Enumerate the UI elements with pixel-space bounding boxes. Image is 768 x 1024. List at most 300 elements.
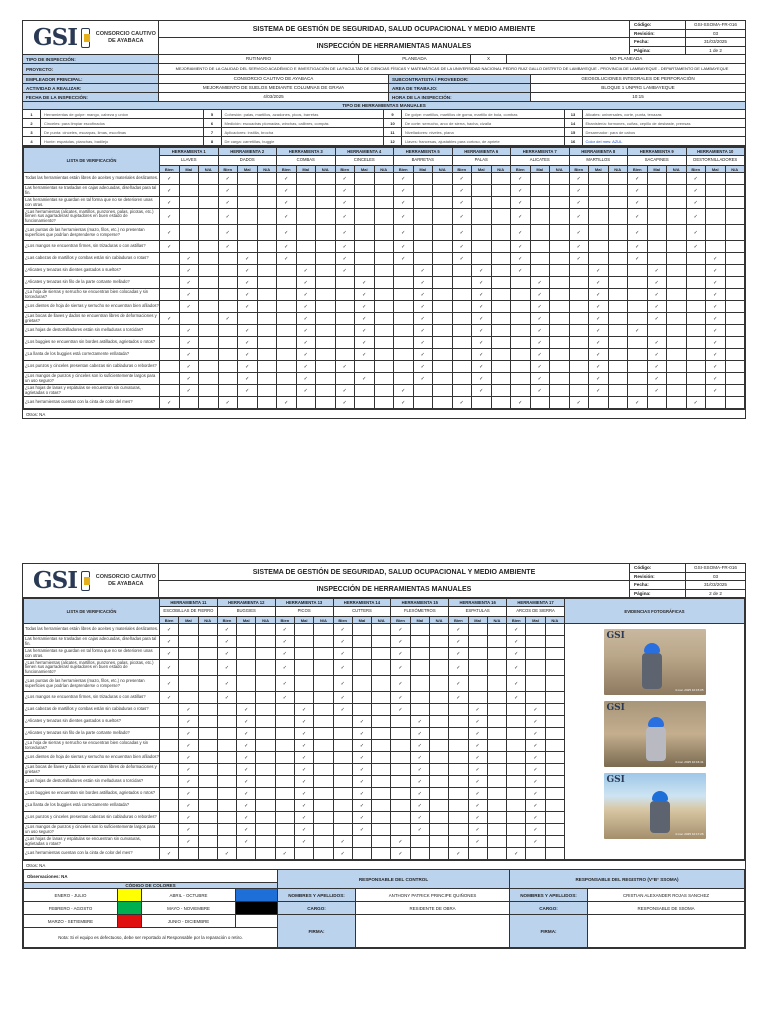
status-cell[interactable]: [608, 277, 628, 289]
status-cell[interactable]: [238, 173, 258, 185]
status-cell[interactable]: [550, 185, 570, 197]
status-cell[interactable]: [491, 373, 511, 385]
status-cell[interactable]: [410, 676, 429, 692]
status-cell[interactable]: ✓: [413, 361, 433, 373]
status-cell[interactable]: [608, 185, 628, 197]
status-cell[interactable]: [472, 173, 492, 185]
status-cell[interactable]: [468, 676, 487, 692]
status-cell[interactable]: [667, 209, 687, 225]
status-cell[interactable]: ✓: [468, 716, 487, 728]
status-cell[interactable]: [160, 740, 179, 752]
status-cell[interactable]: [472, 185, 492, 197]
status-cell[interactable]: [545, 716, 564, 728]
status-cell[interactable]: [316, 185, 336, 197]
status-cell[interactable]: [530, 197, 550, 209]
status-cell[interactable]: [628, 361, 648, 373]
status-cell[interactable]: [257, 397, 277, 409]
status-cell[interactable]: ✓: [449, 624, 468, 636]
status-cell[interactable]: [217, 752, 236, 764]
status-cell[interactable]: ✓: [238, 361, 258, 373]
status-cell[interactable]: [725, 253, 745, 265]
status-cell[interactable]: ✓: [352, 764, 371, 776]
status-cell[interactable]: ✓: [569, 209, 589, 225]
status-cell[interactable]: [433, 337, 453, 349]
status-cell[interactable]: [296, 185, 316, 197]
status-cell[interactable]: ✓: [335, 361, 355, 373]
status-cell[interactable]: [257, 289, 277, 301]
status-cell[interactable]: [667, 397, 687, 409]
status-cell[interactable]: ✓: [449, 848, 468, 860]
status-cell[interactable]: ✓: [410, 788, 429, 800]
status-cell[interactable]: [218, 385, 238, 397]
status-cell[interactable]: [179, 848, 198, 860]
status-cell[interactable]: [526, 676, 545, 692]
status-cell[interactable]: ✓: [218, 209, 238, 225]
status-cell[interactable]: ✓: [468, 836, 487, 848]
status-cell[interactable]: ✓: [507, 660, 526, 676]
status-cell[interactable]: [589, 209, 609, 225]
status-cell[interactable]: [391, 728, 410, 740]
status-cell[interactable]: [491, 173, 511, 185]
status-cell[interactable]: ✓: [391, 660, 410, 676]
status-cell[interactable]: [452, 313, 472, 325]
status-cell[interactable]: [686, 361, 706, 373]
status-cell[interactable]: [608, 325, 628, 337]
status-cell[interactable]: ✓: [294, 800, 313, 812]
status-cell[interactable]: [391, 752, 410, 764]
status-cell[interactable]: [179, 209, 199, 225]
status-cell[interactable]: [569, 265, 589, 277]
status-cell[interactable]: [218, 337, 238, 349]
status-cell[interactable]: [217, 716, 236, 728]
status-cell[interactable]: [413, 197, 433, 209]
status-cell[interactable]: [706, 197, 726, 209]
status-cell[interactable]: ✓: [217, 676, 236, 692]
status-cell[interactable]: [725, 173, 745, 185]
status-cell[interactable]: [316, 209, 336, 225]
status-cell[interactable]: [429, 728, 448, 740]
status-cell[interactable]: [413, 397, 433, 409]
status-cell[interactable]: ✓: [706, 349, 726, 361]
status-cell[interactable]: ✓: [237, 728, 256, 740]
status-cell[interactable]: ✓: [294, 776, 313, 788]
status-cell[interactable]: ✓: [468, 776, 487, 788]
status-cell[interactable]: [333, 812, 352, 824]
status-cell[interactable]: [667, 197, 687, 209]
status-cell[interactable]: [237, 676, 256, 692]
status-cell[interactable]: ✓: [511, 173, 531, 185]
status-cell[interactable]: [160, 728, 179, 740]
status-cell[interactable]: [160, 277, 180, 289]
status-cell[interactable]: [372, 764, 391, 776]
status-cell[interactable]: ✓: [628, 185, 648, 197]
status-cell[interactable]: [667, 349, 687, 361]
status-cell[interactable]: [452, 289, 472, 301]
status-cell[interactable]: [256, 812, 275, 824]
status-cell[interactable]: ✓: [628, 241, 648, 253]
status-cell[interactable]: ✓: [294, 716, 313, 728]
status-cell[interactable]: [530, 225, 550, 241]
status-cell[interactable]: ✓: [452, 225, 472, 241]
status-cell[interactable]: [352, 692, 371, 704]
status-cell[interactable]: ✓: [394, 385, 414, 397]
status-cell[interactable]: [410, 624, 429, 636]
status-cell[interactable]: [374, 301, 394, 313]
status-cell[interactable]: ✓: [410, 740, 429, 752]
status-cell[interactable]: [294, 636, 313, 648]
status-cell[interactable]: [316, 253, 336, 265]
status-cell[interactable]: [160, 361, 180, 373]
status-cell[interactable]: [256, 636, 275, 648]
status-cell[interactable]: [314, 776, 333, 788]
status-cell[interactable]: ✓: [179, 301, 199, 313]
status-cell[interactable]: ✓: [472, 385, 492, 397]
status-cell[interactable]: [372, 824, 391, 836]
status-cell[interactable]: [545, 764, 564, 776]
status-cell[interactable]: [257, 301, 277, 313]
status-cell[interactable]: ✓: [472, 361, 492, 373]
status-cell[interactable]: [667, 337, 687, 349]
status-cell[interactable]: [218, 361, 238, 373]
status-cell[interactable]: [468, 648, 487, 660]
status-cell[interactable]: [647, 185, 667, 197]
status-cell[interactable]: [314, 660, 333, 676]
status-cell[interactable]: [218, 325, 238, 337]
status-cell[interactable]: ✓: [352, 788, 371, 800]
status-cell[interactable]: [487, 676, 506, 692]
status-cell[interactable]: ✓: [394, 185, 414, 197]
status-cell[interactable]: ✓: [179, 373, 199, 385]
status-cell[interactable]: [199, 313, 219, 325]
status-cell[interactable]: [391, 776, 410, 788]
status-cell[interactable]: ✓: [238, 289, 258, 301]
status-cell[interactable]: [413, 173, 433, 185]
status-cell[interactable]: [433, 253, 453, 265]
status-cell[interactable]: [511, 313, 531, 325]
status-cell[interactable]: [725, 373, 745, 385]
status-cell[interactable]: [218, 301, 238, 313]
status-cell[interactable]: [628, 289, 648, 301]
status-cell[interactable]: [256, 740, 275, 752]
status-cell[interactable]: [314, 800, 333, 812]
status-cell[interactable]: [628, 301, 648, 313]
status-cell[interactable]: [372, 728, 391, 740]
status-cell[interactable]: [608, 253, 628, 265]
status-cell[interactable]: [374, 373, 394, 385]
status-cell[interactable]: ✓: [452, 253, 472, 265]
status-cell[interactable]: [511, 385, 531, 397]
status-cell[interactable]: [160, 824, 179, 836]
status-cell[interactable]: [277, 361, 297, 373]
status-cell[interactable]: [472, 253, 492, 265]
status-cell[interactable]: [725, 361, 745, 373]
status-cell[interactable]: [468, 624, 487, 636]
status-cell[interactable]: [449, 788, 468, 800]
status-cell[interactable]: ✓: [413, 313, 433, 325]
status-cell[interactable]: [487, 692, 506, 704]
status-cell[interactable]: ✓: [333, 836, 352, 848]
status-cell[interactable]: [452, 277, 472, 289]
status-cell[interactable]: [314, 716, 333, 728]
status-cell[interactable]: [198, 660, 217, 676]
status-cell[interactable]: [433, 185, 453, 197]
status-cell[interactable]: ✓: [296, 337, 316, 349]
status-cell[interactable]: [530, 253, 550, 265]
status-cell[interactable]: [352, 648, 371, 660]
status-cell[interactable]: ✓: [391, 836, 410, 848]
status-cell[interactable]: [314, 764, 333, 776]
status-cell[interactable]: ✓: [237, 812, 256, 824]
status-cell[interactable]: [372, 800, 391, 812]
status-cell[interactable]: [433, 209, 453, 225]
status-cell[interactable]: ✓: [410, 800, 429, 812]
status-cell[interactable]: [550, 197, 570, 209]
status-cell[interactable]: ✓: [237, 704, 256, 716]
status-cell[interactable]: [256, 800, 275, 812]
status-cell[interactable]: [160, 836, 179, 848]
status-cell[interactable]: [526, 624, 545, 636]
status-cell[interactable]: [355, 361, 375, 373]
status-cell[interactable]: [391, 716, 410, 728]
status-cell[interactable]: ✓: [706, 277, 726, 289]
status-cell[interactable]: ✓: [589, 289, 609, 301]
status-cell[interactable]: ✓: [628, 225, 648, 241]
status-cell[interactable]: [372, 812, 391, 824]
status-cell[interactable]: [391, 800, 410, 812]
status-cell[interactable]: ✓: [275, 636, 294, 648]
status-cell[interactable]: [374, 397, 394, 409]
status-cell[interactable]: [472, 225, 492, 241]
status-cell[interactable]: ✓: [333, 848, 352, 860]
status-cell[interactable]: [198, 692, 217, 704]
status-cell[interactable]: [355, 241, 375, 253]
status-cell[interactable]: ✓: [530, 277, 550, 289]
status-cell[interactable]: [550, 325, 570, 337]
status-cell[interactable]: ✓: [179, 800, 198, 812]
status-cell[interactable]: [647, 225, 667, 241]
status-cell[interactable]: [179, 636, 198, 648]
status-cell[interactable]: [199, 185, 219, 197]
status-cell[interactable]: [686, 325, 706, 337]
status-cell[interactable]: ✓: [355, 373, 375, 385]
status-cell[interactable]: [333, 764, 352, 776]
status-cell[interactable]: [179, 313, 199, 325]
status-cell[interactable]: ✓: [179, 776, 198, 788]
status-cell[interactable]: [667, 361, 687, 373]
status-cell[interactable]: [491, 185, 511, 197]
status-cell[interactable]: [511, 277, 531, 289]
status-cell[interactable]: [314, 788, 333, 800]
status-cell[interactable]: [589, 173, 609, 185]
status-cell[interactable]: ✓: [294, 824, 313, 836]
status-cell[interactable]: [277, 277, 297, 289]
status-cell[interactable]: ✓: [333, 648, 352, 660]
status-cell[interactable]: ✓: [472, 265, 492, 277]
status-cell[interactable]: [374, 385, 394, 397]
status-cell[interactable]: [725, 225, 745, 241]
status-cell[interactable]: [433, 289, 453, 301]
status-cell[interactable]: [452, 385, 472, 397]
status-cell[interactable]: [217, 704, 236, 716]
status-cell[interactable]: [589, 253, 609, 265]
status-cell[interactable]: [257, 225, 277, 241]
status-cell[interactable]: [275, 764, 294, 776]
status-cell[interactable]: ✓: [160, 624, 179, 636]
status-cell[interactable]: [160, 337, 180, 349]
status-cell[interactable]: [333, 776, 352, 788]
status-cell[interactable]: [452, 373, 472, 385]
status-cell[interactable]: ✓: [526, 716, 545, 728]
status-cell[interactable]: [160, 752, 179, 764]
status-cell[interactable]: [545, 800, 564, 812]
status-cell[interactable]: [314, 812, 333, 824]
status-cell[interactable]: [487, 836, 506, 848]
status-cell[interactable]: [545, 812, 564, 824]
status-cell[interactable]: [628, 349, 648, 361]
status-cell[interactable]: [160, 325, 180, 337]
status-cell[interactable]: [647, 241, 667, 253]
status-cell[interactable]: ✓: [589, 265, 609, 277]
status-cell[interactable]: [569, 373, 589, 385]
status-cell[interactable]: [198, 648, 217, 660]
status-cell[interactable]: [394, 301, 414, 313]
status-cell[interactable]: [238, 241, 258, 253]
status-cell[interactable]: [199, 385, 219, 397]
status-cell[interactable]: ✓: [391, 624, 410, 636]
status-cell[interactable]: [372, 740, 391, 752]
status-cell[interactable]: [429, 848, 448, 860]
status-cell[interactable]: [511, 361, 531, 373]
status-cell[interactable]: [257, 277, 277, 289]
status-cell[interactable]: ✓: [335, 185, 355, 197]
status-cell[interactable]: ✓: [160, 692, 179, 704]
status-cell[interactable]: [550, 373, 570, 385]
status-cell[interactable]: [316, 337, 336, 349]
status-cell[interactable]: [316, 225, 336, 241]
status-cell[interactable]: ✓: [589, 361, 609, 373]
status-cell[interactable]: ✓: [507, 624, 526, 636]
status-cell[interactable]: [550, 301, 570, 313]
status-cell[interactable]: ✓: [294, 836, 313, 848]
status-cell[interactable]: [686, 337, 706, 349]
status-cell[interactable]: [314, 824, 333, 836]
status-cell[interactable]: [433, 397, 453, 409]
status-cell[interactable]: [429, 648, 448, 660]
status-cell[interactable]: ✓: [647, 349, 667, 361]
status-cell[interactable]: [550, 277, 570, 289]
status-cell[interactable]: [256, 648, 275, 660]
status-cell[interactable]: [545, 648, 564, 660]
status-cell[interactable]: [487, 660, 506, 676]
status-cell[interactable]: [372, 648, 391, 660]
status-cell[interactable]: [628, 277, 648, 289]
status-cell[interactable]: [237, 692, 256, 704]
status-cell[interactable]: [472, 397, 492, 409]
status-cell[interactable]: ✓: [589, 373, 609, 385]
status-cell[interactable]: ✓: [511, 253, 531, 265]
status-cell[interactable]: [449, 740, 468, 752]
status-cell[interactable]: [545, 624, 564, 636]
status-cell[interactable]: [686, 253, 706, 265]
status-cell[interactable]: [433, 373, 453, 385]
status-cell[interactable]: [589, 241, 609, 253]
status-cell[interactable]: ✓: [238, 373, 258, 385]
status-cell[interactable]: ✓: [686, 173, 706, 185]
status-cell[interactable]: [449, 764, 468, 776]
status-cell[interactable]: ✓: [179, 764, 198, 776]
status-cell[interactable]: [355, 185, 375, 197]
status-cell[interactable]: [452, 361, 472, 373]
status-cell[interactable]: [314, 648, 333, 660]
status-cell[interactable]: [198, 848, 217, 860]
status-cell[interactable]: [256, 624, 275, 636]
status-cell[interactable]: ✓: [706, 265, 726, 277]
status-cell[interactable]: [257, 373, 277, 385]
status-cell[interactable]: [335, 313, 355, 325]
status-cell[interactable]: [296, 241, 316, 253]
status-cell[interactable]: [335, 373, 355, 385]
status-cell[interactable]: [218, 253, 238, 265]
status-cell[interactable]: [487, 812, 506, 824]
status-cell[interactable]: [410, 648, 429, 660]
status-cell[interactable]: [198, 752, 217, 764]
status-cell[interactable]: [294, 676, 313, 692]
status-cell[interactable]: [491, 209, 511, 225]
status-cell[interactable]: [468, 692, 487, 704]
status-cell[interactable]: [491, 397, 511, 409]
status-cell[interactable]: ✓: [589, 301, 609, 313]
status-cell[interactable]: ✓: [352, 728, 371, 740]
status-cell[interactable]: [333, 740, 352, 752]
status-cell[interactable]: [725, 301, 745, 313]
status-cell[interactable]: [179, 624, 198, 636]
status-cell[interactable]: [526, 848, 545, 860]
status-cell[interactable]: ✓: [391, 676, 410, 692]
status-cell[interactable]: ✓: [237, 752, 256, 764]
status-cell[interactable]: ✓: [275, 660, 294, 676]
status-cell[interactable]: ✓: [294, 764, 313, 776]
status-cell[interactable]: ✓: [237, 776, 256, 788]
status-cell[interactable]: ✓: [530, 325, 550, 337]
status-cell[interactable]: [449, 716, 468, 728]
status-cell[interactable]: [545, 704, 564, 716]
status-cell[interactable]: [179, 676, 198, 692]
status-cell[interactable]: [218, 277, 238, 289]
status-cell[interactable]: [608, 337, 628, 349]
status-cell[interactable]: ✓: [238, 301, 258, 313]
status-cell[interactable]: ✓: [526, 836, 545, 848]
status-cell[interactable]: ✓: [468, 764, 487, 776]
status-cell[interactable]: [237, 636, 256, 648]
status-cell[interactable]: [507, 704, 526, 716]
status-cell[interactable]: ✓: [507, 848, 526, 860]
status-cell[interactable]: ✓: [217, 636, 236, 648]
status-cell[interactable]: [198, 636, 217, 648]
status-cell[interactable]: [237, 660, 256, 676]
status-cell[interactable]: [472, 209, 492, 225]
status-cell[interactable]: ✓: [333, 692, 352, 704]
status-cell[interactable]: ✓: [468, 812, 487, 824]
status-cell[interactable]: [526, 660, 545, 676]
status-cell[interactable]: [355, 197, 375, 209]
status-cell[interactable]: [706, 185, 726, 197]
status-cell[interactable]: [217, 824, 236, 836]
status-cell[interactable]: [198, 728, 217, 740]
status-cell[interactable]: ✓: [179, 253, 199, 265]
status-cell[interactable]: [277, 325, 297, 337]
status-cell[interactable]: ✓: [589, 385, 609, 397]
status-cell[interactable]: ✓: [706, 337, 726, 349]
